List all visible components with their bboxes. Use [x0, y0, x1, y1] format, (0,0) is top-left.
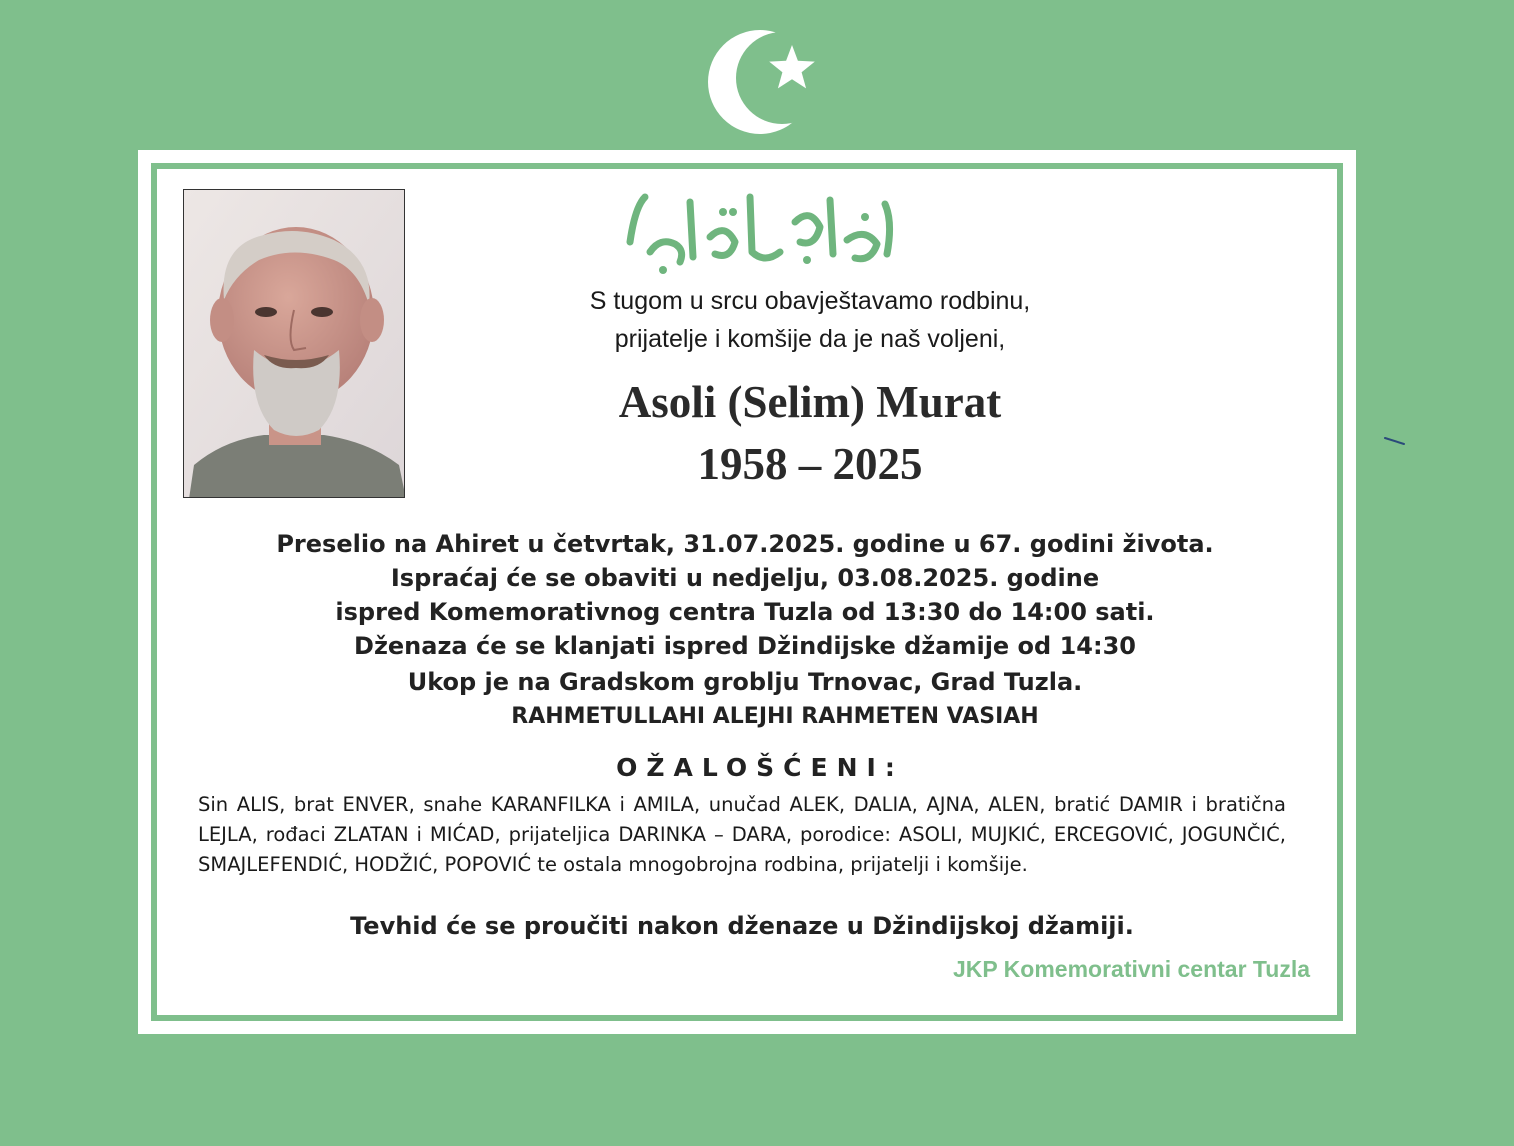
detail-line-location: ispred Komemorativnog centra Tuzla od 13:30 do 14:00 sati. — [335, 598, 1155, 626]
arabic-calligraphy-icon — [615, 182, 905, 282]
publisher-signature: JKP Komemorativni centar Tuzla — [952, 956, 1310, 982]
detail-line-farewell: Ispraćaj će se obaviti u nedjelju, 03.08.2025. godine — [390, 564, 1100, 592]
intro-line-2: prijatelje i komšije da je naš voljeni, — [614, 325, 1006, 353]
deceased-photo — [183, 189, 405, 498]
detail-line-death: Preselio na Ahiret u četvrtak, 31.07.2025. godine u 67. godini života. — [276, 530, 1214, 558]
detail-line-burial: Ukop je na Gradskom groblju Trnovac, Grad Tuzla. — [407, 668, 1083, 696]
deceased-name: Asoli (Selim) Murat — [618, 377, 1002, 427]
mourners-title: OŽALOŠĆENI: — [616, 753, 904, 782]
detail-line-prayer: RAHMETULLAHI ALEJHI RAHMETEN VASIAH — [511, 704, 1039, 729]
mourners-list: Sin ALIS, brat ENVER, snahe KARANFILKA i AMILA, unučad ALEK, DALIA, AJNA, ALEN, bratić DAMIR i bratična LEJLA, rođaci ZLATAN i MIĆAD, prijateljica DARINKA – DARA, porodice: ASOLI, MUJKIĆ, ERCEGOVIĆ, JOGUNČIĆ, SMAJLEFENDIĆ, HODŽIĆ, POPOVIĆ te ostala mnogobrojna rodbina, prijatelji i komšije. — [198, 793, 1286, 876]
detail-line-dzenaza: Dženaza će se klanjati ispred Džindijske džamije od 14:30 — [354, 632, 1136, 660]
intro-line-1: S tugom u srcu obavještavamo rodbinu, — [589, 287, 1031, 315]
ink-speck — [1384, 436, 1406, 446]
deceased-years: 1958 – 2025 — [697, 439, 923, 489]
tevhid-notice: Tevhid će se proučiti nakon dženaze u Džindijskoj džamiji. — [350, 912, 1134, 940]
crescent-and-star-icon — [700, 30, 840, 140]
